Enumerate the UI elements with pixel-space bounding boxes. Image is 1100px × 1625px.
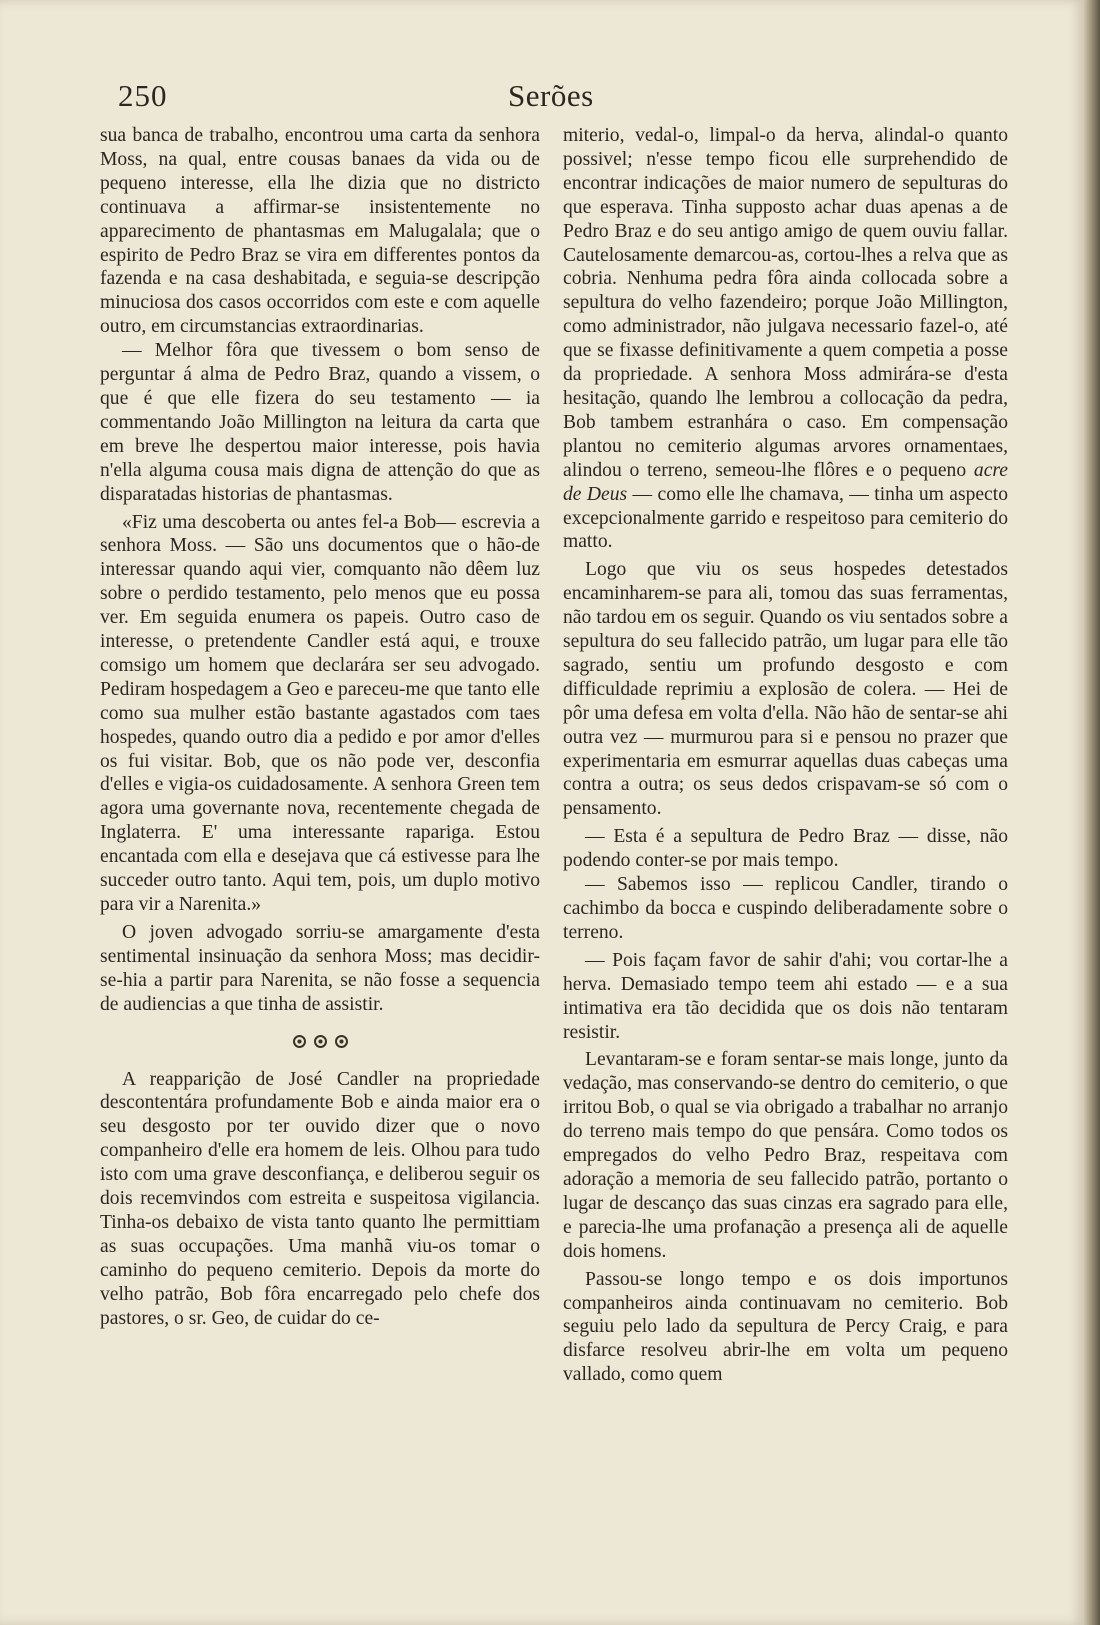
running-title: Serões xyxy=(508,78,594,113)
paragraph: — Sabemos isso — replicou Candler, tirando o cachimbo da bocca e cuspindo deliberadamente sobre o terreno. xyxy=(563,874,1008,943)
paragraph: sua banca de trabalho, encontrou uma carta da senhora Moss, na qual, entre cousas banaes da vida ou de pequeno interesse, ella lhe dizia que no districto continuava a affirmar-se insistentemente no apparecimento de phantasmas em Malugalala; que o espirito de Pedro Braz se vira em differentes pontos da fazenda e na casa deshabitada, e seguia-se descripção minuciosa dos casos occorridos com este e com aquelle outro, em circumstancias extraordinarias. xyxy=(100,125,540,338)
right-column xyxy=(563,124,1008,1387)
ornament-icon xyxy=(293,1035,306,1048)
paragraph xyxy=(563,124,1008,554)
page-header xyxy=(0,78,1084,118)
paragraph: Passou-se longo tempo e os dois importunos companheiros ainda continuavam no cemiterio. Bob seguiu pelo lado da sepultura de Percy Craig, e para disfarce resolveu abrir-lhe em volta um pequeno vallado, como quem xyxy=(563,1268,1008,1386)
paragraph: — Melhor fôra que tivessem o bom senso de perguntar á alma de Pedro Braz, quando a vissem, o que é que elle fizera do seu testamento — ia commentando João Millington na leitura da carta que em breve lhe despertou maior interesse, pois havia n'ella alguma cousa mais digna de attenção do que as disparatadas historias de phantasmas. xyxy=(100,340,540,505)
paragraph: Levantaram-se e foram sentar-se mais longe, junto da vedação, mas conservando-se dentro do cemiterio, o que irritou Bob, o qual se via obrigado a trabalhar no arranjo do terreno mais tempo do que pensára. Como todos os empregados do velho Pedro Braz, respeitava com adoração a memoria de seu fallecido patrão, portanto o lugar de descanço das suas cinzas era sagrado para elle, e parecia-lhe uma profanação a presença ali de aquelle dois homens. xyxy=(563,1049,1008,1262)
page-number: 250 xyxy=(118,78,168,113)
italic-phrase: acre de Deus xyxy=(563,459,1008,505)
ornament-icon xyxy=(335,1035,348,1048)
paragraph: «Fiz uma descoberta ou antes fel-a Bob— escrevia a senhora Moss. — São uns documentos que o hão-de interessar quando aqui vier, comquanto não dêem luz sobre o perdido testamento, pelo menos que eu possa ver. Em seguida enumera os papeis. Outro caso de interesse, o pretendente Candler está aqui, e trouxe comsigo um homem que declarára ser seu advogado. Pediram hospedagem a Geo e pareceu-me que tanto elle como sua mulher estão bastante agastados com taes hospedes, quando outro dia a pedido e por amor d'elles os fui visitar. Bob, que os não pode ver, desconfia d'elles e vigia-os cuidadosamente. A senhora Green tem agora uma governante nova, recentemente chegada de Inglaterra. E' uma interessante rapariga. Estou encantada com ella e desejava que cá estivesse para lhe succeder outro tanto. Aqui tem, pois, um duplo motivo para vir a Narenita.» xyxy=(100,511,540,915)
ornament-icon xyxy=(314,1035,327,1048)
paragraph: O joven advogado sorriu-se amargamente d'esta sentimental insinuação da senhora Moss; mas decidir-se-hia a partir para Narenita, se não fosse a sequencia de audiencias a que tinha de assistir. xyxy=(100,921,540,1015)
paragraph: A reapparição de José Candler na propriedade descontentára profundamente Bob e ainda maior era o seu desgosto por ter ouvido dizer que o novo companheiro d'elle era homem de leis. Olhou para tudo isto com uma grave desconfiança, e deliberou seguir os dois recemvindos com estreita e suspeitosa vigilancia. Tinha-os debaixo de vista tanto quanto lhe permittiam as suas occupações. Uma manhã viu-os tomar o caminho do pequeno cemiterio. Depois da morte do velho patrão, Bob fôra encarregado pelo chefe dos pastores, o sr. Geo, de cuidar do ce- xyxy=(100,1068,540,1329)
paragraph: — Esta é a sepultura de Pedro Braz — disse, não podendo conter-se por mais tempo. xyxy=(563,826,1008,872)
page-edge xyxy=(1084,0,1100,1625)
paragraph: — Pois façam favor de sahir d'ahi; vou cortar-lhe a herva. Demasiado tempo teem ahi estado — e a sua intimativa era tão decidida que os dois não tentaram resistir. xyxy=(563,949,1008,1043)
paragraph: Logo que viu os seus hospedes detestados encaminharem-se para ali, tomou das suas ferramentas, não tardou em os seguir. Quando os viu sentados sobre a sepultura do seu fallecido patrão, um lugar para elle tão sagrado, sentiu um profundo desgosto e com difficuldade reprimiu a explosão de colera. — Hei de pôr uma defesa em volta d'ella. Não hão de sentar-se ahi outra vez — murmurou para si e pensou no prazer que experimentaria em esmurrar aquellas duas cabeças uma contra a outra; os seus dedos crispavam-se só com o pensamento. xyxy=(563,559,1008,820)
paragraph-text-end: — como elle lhe chamava, — tinha um aspecto excepcionalmente garrido e respeitoso para cemiterio do matto. xyxy=(563,483,1008,553)
section-ornament xyxy=(100,1035,540,1048)
left-column xyxy=(100,124,540,1331)
paragraph-text: miterio, vedal-o, limpal-o da herva, alindal-o quanto possivel; n'esse tempo ficou elle surprehendido de encontrar indicações de maior numero de sepulturas do que esperava. Tinha supposto achar duas apenas a de Pedro Braz e do seu antigo amigo de quem ouviu fallar. Cautelosamente demarcou-as, cortou-lhes a relva que as cobria. Nenhuma pedra fôra ainda collocada sobre a sepultura do velho fazendeiro; porque João Millington, como administrador, não julgava necessario fazel-o, até que se fixasse definitivamente a quem competia a posse da propriedade. A senhora Moss admirára-se d'esta hesitação, quando lhe lembrou a collocação da pedra, Bob tambem estranhára o caso. Em compensação plantou no cemiterio algumas arvores ornamentaes, alindou o terreno, semeou-lhe flôres e o pequeno xyxy=(563,125,1008,481)
